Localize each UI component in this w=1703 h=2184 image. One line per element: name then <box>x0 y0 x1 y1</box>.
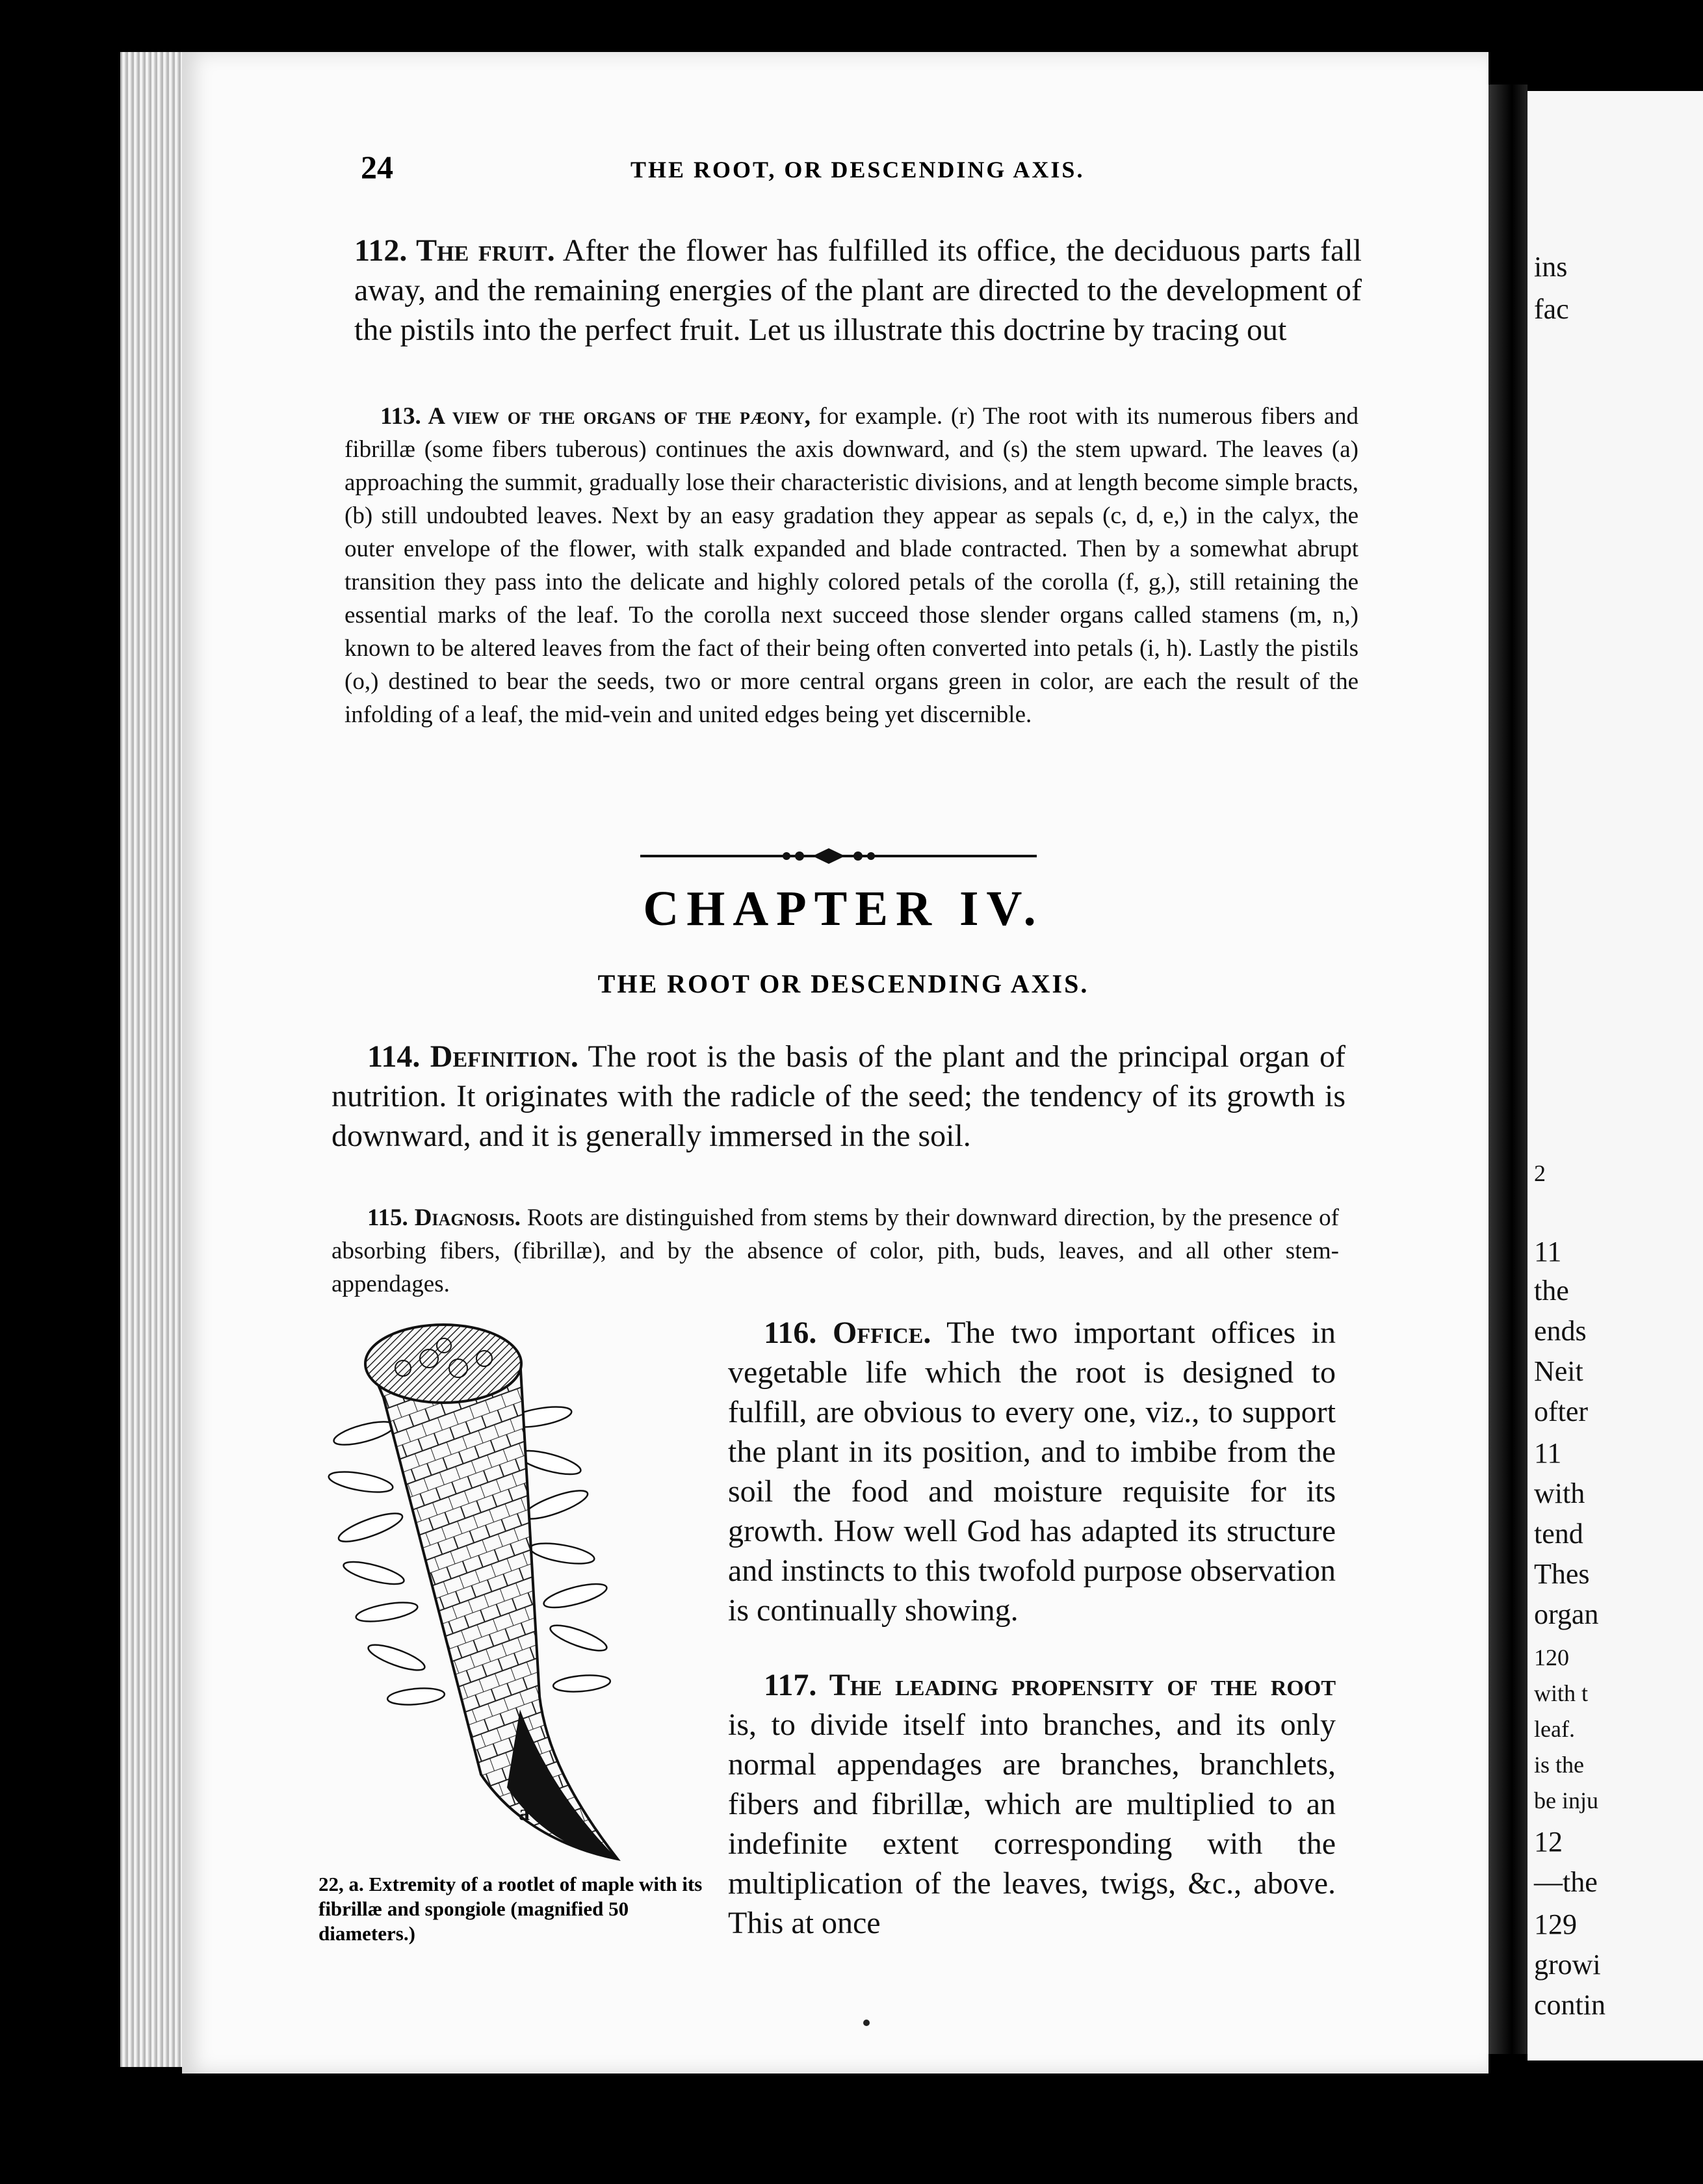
chapter-title: CHAPTER IV. <box>643 881 1044 936</box>
paragraph-112 <box>354 231 1362 350</box>
facing-line: organ <box>1534 1598 1599 1630</box>
paragraph-text: The root is the basis of the plant and the principal organ of nutrition. It originates with the radicle of the seed; the tendency of its growth is downward, and it is generally immersed in the soil. <box>332 1039 1346 1153</box>
facing-line: is the <box>1534 1752 1584 1778</box>
paragraph-label: 113. A view of the organs of the pæony, <box>380 403 811 430</box>
facing-line: tend <box>1534 1518 1583 1550</box>
paragraph-text: Roots are distinguished from stems by their downward direction, by the presence of absorbing fibers, (fibrillæ), and by the absence of color, pith, buds, leaves, and all other stem-appendages. <box>332 1204 1340 1297</box>
paragraph-text: After the flower has fulfilled its office, the deciduous parts fall away, and the remaining energies of the plant are directed to the development of the pistils into the perfect fruit. Let us illustrate this doctrine by tracing out <box>354 233 1362 347</box>
section-divider <box>640 843 1037 869</box>
paragraph-label: 115. Diagnosis. <box>367 1204 521 1231</box>
facing-line: 12 <box>1534 1826 1563 1858</box>
facing-line: Neit <box>1534 1355 1583 1387</box>
paragraph-label: 117. The leading propensity of the root <box>764 1668 1336 1702</box>
facing-line: 2 <box>1534 1160 1546 1186</box>
paragraph-114 <box>332 1037 1346 1156</box>
facing-line: the <box>1534 1275 1569 1306</box>
facing-line: ofter <box>1534 1396 1589 1427</box>
page-number: 24 <box>361 149 393 185</box>
paragraph-text: The two important offices in vegetable life which the root is designed to fulfill, are obvious to every one, viz., to support the plant in its position, and to imbibe from the soil the food and moisture requisite for its growth. How well God has adapted its structure and instincts to this twofold purpose observation is continually showing. <box>728 1316 1336 1628</box>
facing-line: with <box>1534 1477 1585 1509</box>
figure-caption: 22, a. Extremity of a rootlet of maple with its fibrillæ and spongiole (magnified 50 diameters.) <box>318 1873 703 1945</box>
figure-mark: a <box>519 1801 530 1825</box>
paragraph-text: is, to divide itself into branches, and its only normal appendages are branches, branchlets, fibers and fibrillæ, which are multiplied to an indefinite extent corresponding with the multiplication of the leaves, twigs, &c., above. This at once <box>728 1708 1336 1940</box>
running-head: THE ROOT, OR DESCENDING AXIS. <box>630 157 1085 183</box>
facing-line: 120 <box>1534 1644 1569 1670</box>
facing-line: 11 <box>1534 1236 1562 1268</box>
paragraph-text: for example. (r) The root with its numerous fibers and fibrillæ (some fibers tuberous) continues the axis downward, and (s) the stem upward. The leaves (a) approaching the summit, gradually lose their characteristic divisions, and at length become simple bracts, (b) still undoubted leaves. Next by an easy gradation they appear as sepals (c, d, e,) in the calyx, the outer envelope of the flower, with stalk expanded and blade contracted. Then by a somewhat abrupt transition they pass into the delicate and highly colored petals of the corolla (f, g,), still retaining the essential marks of the leaf. To the corolla next succeed those slender organs called stamens (m, n,) known to be altered leaves from the fact of their being often converted into petals (i, h). Lastly the pistils (o,) destined to bear the seeds, two or more central organs green in color, are each the result of the infolding of a leaf, the mid-vein and united edges being yet discernible. <box>344 403 1358 728</box>
rootlet-cross-section <box>365 1325 521 1403</box>
paragraph-115 <box>332 1201 1339 1301</box>
facing-line: Thes <box>1534 1558 1590 1590</box>
paragraph-label: 112. The fruit. <box>354 233 555 268</box>
paragraph-117 <box>728 1665 1336 1943</box>
facing-line: with t <box>1534 1680 1589 1706</box>
facing-line: —the <box>1534 1866 1598 1898</box>
facing-line: leaf. <box>1534 1716 1575 1742</box>
chapter-subtitle: THE ROOT OR DESCENDING AXIS. <box>597 969 1089 998</box>
facing-line: ends <box>1534 1315 1587 1347</box>
facing-line: contin <box>1534 1989 1606 2021</box>
facing-line: fac <box>1534 293 1569 325</box>
facing-line: growi <box>1534 1949 1601 1981</box>
facing-line: 11 <box>1534 1437 1562 1469</box>
facing-line: be inju <box>1534 1788 1598 1814</box>
paragraph-113 <box>344 400 1358 731</box>
paragraph-label: 116. Office. <box>764 1316 931 1350</box>
rootlet-illustration <box>325 1306 676 1866</box>
paragraph-116 <box>728 1313 1336 1630</box>
book-gutter <box>1488 84 1528 2054</box>
page-mark <box>863 2020 870 2026</box>
facing-line: 129 <box>1534 1908 1577 1940</box>
facing-page <box>1528 91 1703 2060</box>
paragraph-label: 114. Definition. <box>367 1039 578 1074</box>
facing-line: ins <box>1534 251 1568 283</box>
